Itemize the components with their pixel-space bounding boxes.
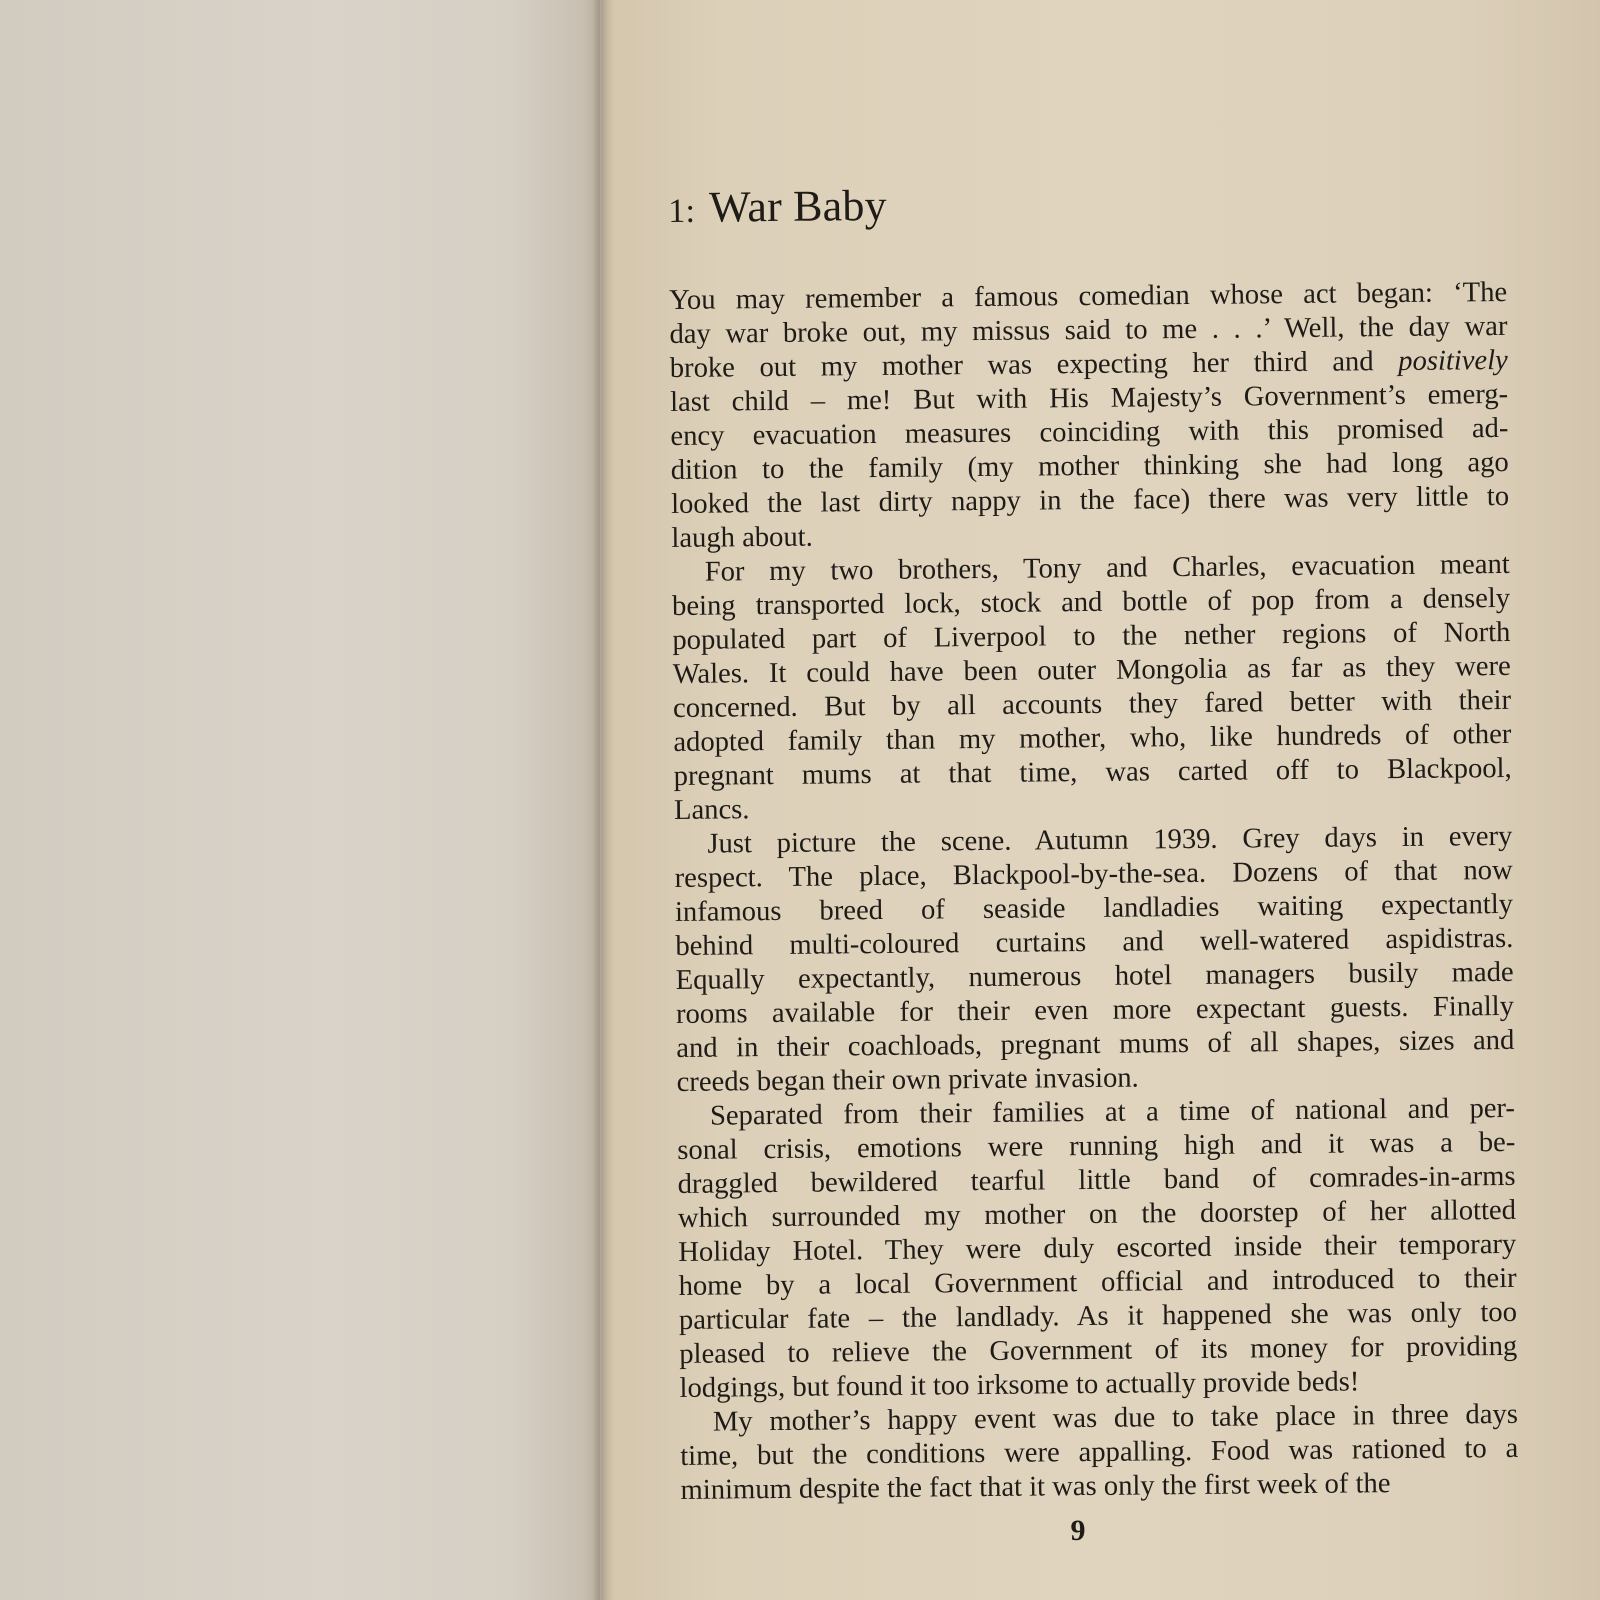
page-text-block (668, 172, 1519, 1508)
page-number: 9 (1070, 1514, 1086, 1547)
line-text: Just picture the scene. Autumn 1939. Grey days in every (707, 820, 1513, 860)
line-text: Equally expectantly, numerous hotel managers busily made (675, 956, 1514, 996)
line-text: sonal crisis, emotions were running high and it was a be- (677, 1126, 1516, 1166)
line-text: creeds began their own private invasion. (676, 1062, 1139, 1098)
line-text: ency evacuation measures coinciding with this promised ad- (670, 412, 1509, 452)
chapter-number: 1: (668, 192, 696, 230)
line-text: lodgings, but found it too irksome to actually provide beds! (679, 1366, 1360, 1404)
line-text: pregnant mums at that time, was carted off to Blackpool, (673, 752, 1512, 792)
line-text: day war broke out, my missus said to me . . .’ Well, the day war (669, 310, 1508, 350)
line-text: respect. The place, Blackpool-by-the-sea. Dozens of that now (674, 854, 1513, 894)
paragraph (672, 548, 1513, 828)
line-text: Separated from their families at a time of national and per- (709, 1092, 1516, 1132)
body-paragraphs (669, 276, 1519, 1508)
paragraph (680, 1398, 1519, 1508)
line-text: minimum despite the fact that it was only the first week of the (680, 1468, 1391, 1506)
line-text: time, but the conditions were appalling. Food was rationed to a (680, 1432, 1519, 1472)
line-text: Holiday Hotel. They were duly escorted inside their temporary (678, 1228, 1517, 1268)
line-text: pleased to relieve the Government of its money for providing (679, 1330, 1518, 1370)
chapter-heading (668, 172, 1507, 240)
line-text: adopted family than my mother, who, like hundreds of other (673, 718, 1512, 758)
line-text: behind multi-coloured curtains and well-watered aspidistras. (675, 922, 1514, 962)
line-text: draggled bewildered tearful little band of comrades-in-arms (677, 1160, 1516, 1200)
line-text: home by a local Government official and introduced to their (678, 1262, 1517, 1302)
chapter-title: War Baby (708, 180, 888, 232)
line-text: and in their coachloads, pregnant mums of all shapes, sizes and (676, 1024, 1515, 1064)
line-text: being transported lock, stock and bottle of pop from a densely (671, 582, 1511, 622)
book-gutter (592, 0, 614, 1600)
line-text: laugh about. (671, 521, 813, 554)
paragraph (669, 276, 1510, 556)
line-text: My mother’s happy event was due to take place in three days (712, 1398, 1519, 1438)
line-text: broke out my mother was expecting her third and (669, 345, 1399, 384)
line-text: Wales. It could have been outer Mongolia as far as they were (672, 650, 1511, 690)
paragraph (674, 820, 1515, 1100)
left-blank-page (0, 0, 600, 1600)
line-text: particular fate – the landlady. As it happened she was only too (678, 1296, 1518, 1336)
line-text: Lancs. (673, 794, 750, 826)
line-text: For my two brothers, Tony and Charles, evacuation meant (704, 548, 1510, 588)
line-text: infamous breed of seaside landladies waiting expectantly (674, 888, 1514, 928)
line-text: You may remember a famous comedian whose act began: ‘The (669, 276, 1508, 316)
line-text: looked the last dirty nappy in the face) there was very little to (670, 480, 1510, 520)
paragraph (677, 1092, 1518, 1406)
line-text: dition to the family (my mother thinking she had long ago (670, 446, 1509, 486)
line-text: populated part of Liverpool to the nether regions of North (672, 616, 1511, 656)
line-text: which surrounded my mother on the doorstep of her allotted (677, 1194, 1517, 1234)
line-text: rooms available for their even more expectant guests. Finally (675, 990, 1515, 1030)
line-text: last child – me! But with His Majesty’s Government’s emerg- (669, 378, 1509, 418)
line-text: concerned. But by all accounts they fared better with their (672, 684, 1512, 724)
italic-emphasis: positively (1398, 344, 1508, 377)
